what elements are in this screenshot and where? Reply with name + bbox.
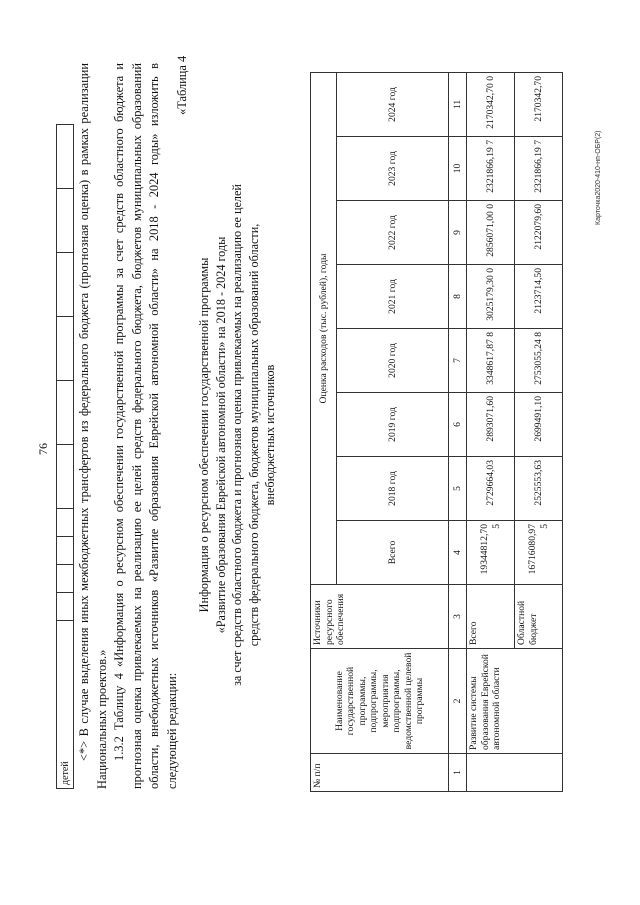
column-number: 4 bbox=[449, 521, 467, 585]
header-year-2023: 2023 год bbox=[337, 137, 449, 201]
header-year-2020: 2020 год bbox=[337, 329, 449, 393]
value-cell: 2122079,60 bbox=[515, 201, 563, 265]
program-name-cell: Развитие системы образования Еврейской автономной области bbox=[467, 649, 563, 754]
fragment-cell-empty bbox=[57, 125, 74, 189]
column-number: 9 bbox=[449, 201, 467, 265]
column-number: 7 bbox=[449, 329, 467, 393]
header-year-2022: 2022 год bbox=[337, 201, 449, 265]
header-year-2024: 2024 год bbox=[337, 73, 449, 137]
column-number: 10 bbox=[449, 137, 467, 201]
column-number-row bbox=[449, 73, 467, 792]
column-number: 8 bbox=[449, 265, 467, 329]
value-cell: 2321866,19 7 bbox=[515, 137, 563, 201]
value-cell: 16716080,97 5 bbox=[515, 521, 563, 585]
fragment-cell-empty bbox=[57, 445, 74, 509]
source-cell: Областной бюджет bbox=[515, 585, 563, 649]
column-number: 1 bbox=[449, 754, 467, 792]
header-year-2018: 2018 год bbox=[337, 457, 449, 521]
table-label: «Таблица 4 bbox=[175, 55, 189, 115]
value-cell: 19344812,70 5 bbox=[467, 521, 515, 585]
table-title bbox=[196, 125, 279, 745]
column-number: 5 bbox=[449, 457, 467, 521]
value-cell: 2856071,00 0 bbox=[467, 201, 515, 265]
value-cell: 3348617,87 8 bbox=[467, 329, 515, 393]
title-line: «Развитие образования Еврейской автономной области» на 2018 - 2024 годы bbox=[213, 236, 228, 634]
resource-table bbox=[310, 72, 563, 792]
title-line: за счет средств областного бюджета и прогнозная оценка привлекаемых на реализацию ее целей bbox=[230, 184, 244, 686]
column-number: 6 bbox=[449, 393, 467, 457]
source-cell: Всего bbox=[467, 585, 515, 649]
header-year-2019: 2019 год bbox=[337, 393, 449, 457]
document-footer: Карточка2020-410-нп-ОБР(2) bbox=[595, 130, 602, 225]
header-name: Наименование государственной программы, подпрограммы, мероприятия подпрограммы, ведомственной целевой программы bbox=[311, 649, 449, 754]
fragment-cell-empty bbox=[57, 317, 74, 381]
column-number: 11 bbox=[449, 73, 467, 137]
fragment-table bbox=[56, 124, 74, 789]
fragment-cell-empty bbox=[57, 537, 74, 565]
value-cell: 2893071,60 bbox=[467, 393, 515, 457]
footnote-paragraph: <*> В случае выделения иных межбюджетных трансфертов из федерального бюджета (прогнозная оценка) в рамках реализации Национальных проектов.» bbox=[77, 63, 109, 789]
value-cell: 2321866,19 7 bbox=[467, 137, 515, 201]
fragment-cell-empty bbox=[57, 381, 74, 445]
table-row bbox=[467, 73, 515, 792]
column-number: 2 bbox=[449, 649, 467, 754]
value-cell: 2525553,63 bbox=[515, 457, 563, 521]
fragment-cell-empty bbox=[57, 593, 74, 621]
value-cell: 2123714,50 bbox=[515, 265, 563, 329]
fragment-cell-empty bbox=[57, 189, 74, 253]
fragment-cell-empty bbox=[57, 565, 74, 593]
fragment-cell-empty bbox=[57, 509, 74, 537]
header-num: № п/п bbox=[311, 754, 449, 792]
value-cell: 2170342,70 bbox=[515, 73, 563, 137]
amendment-paragraph: 1.3.2 Таблицу 4 «Информация о ресурсном обеспечении государственной программы за счет средств областного бюджета и прогнозная оценка привлекаемых на реализацию ее целей средств федерального бюджета, бюджетов муниципальных образований области, внебюджетных источников «Развитие образования Еврейской автономной области» на 2018 - 2024 годы» изложить в следующей редакции: bbox=[112, 63, 179, 789]
value-cell: 2729664,03 bbox=[467, 457, 515, 521]
column-number: 3 bbox=[449, 585, 467, 649]
value-cell: 2170342,70 0 bbox=[467, 73, 515, 137]
value-cell: 2699491,10 bbox=[515, 393, 563, 457]
title-line: средств федерального бюджета, бюджетов муниципальных образований области, bbox=[246, 223, 261, 647]
value-cell: 3025179,30 0 bbox=[467, 265, 515, 329]
title-line: внебюджетных источников bbox=[263, 364, 277, 506]
fragment-cell-empty bbox=[57, 253, 74, 317]
header-total: Всего bbox=[337, 521, 449, 585]
header-source: Источники ресурсного обеспечения bbox=[311, 585, 449, 649]
page-number: 76 bbox=[36, 443, 50, 455]
header-year-2021: 2021 год bbox=[337, 265, 449, 329]
row-num-cell bbox=[467, 754, 563, 792]
fragment-cell: детей bbox=[57, 621, 74, 789]
value-cell: 2753055,24 8 bbox=[515, 329, 563, 393]
title-line: Информация о ресурсном обеспечении государственной программы bbox=[197, 257, 211, 613]
header-estimate: Оценка расходов (тыс. рублей), годы bbox=[311, 73, 337, 585]
